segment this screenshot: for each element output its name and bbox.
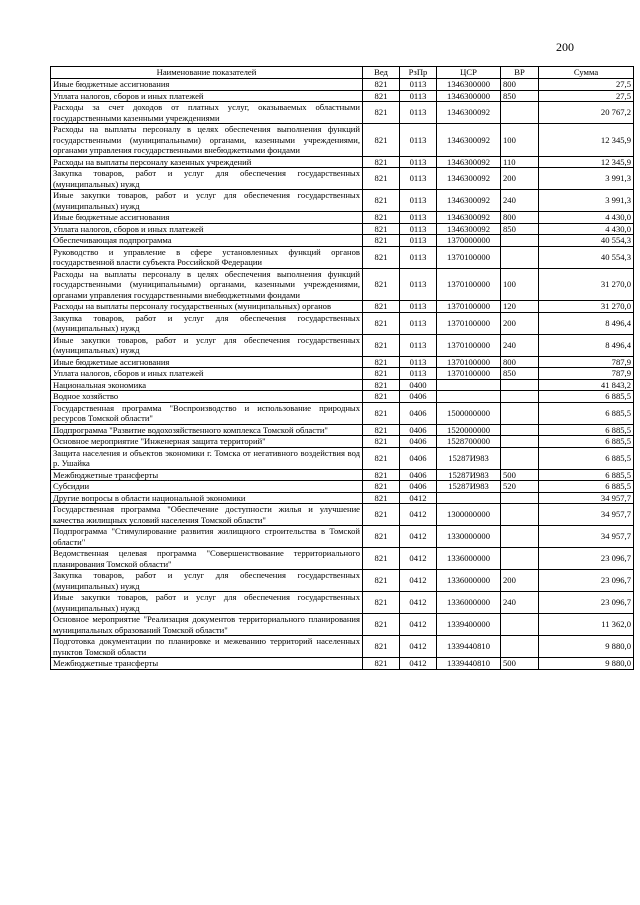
row-sum-cell: 23 096,7 <box>539 592 634 614</box>
table-row <box>51 424 634 436</box>
row-sum-cell: 23 096,7 <box>539 570 634 592</box>
row-ved-cell: 821 <box>363 658 400 670</box>
row-vr-cell <box>501 246 539 268</box>
row-name-cell: Подготовка документации по планировке и межеванию территорий населенных пунктов Томской области <box>51 636 363 658</box>
row-ved-cell: 821 <box>363 548 400 570</box>
row-vr-cell <box>501 424 539 436</box>
row-ved-cell: 821 <box>363 212 400 224</box>
row-ved-cell: 821 <box>363 447 400 469</box>
row-ved-cell: 821 <box>363 379 400 391</box>
table-row <box>51 481 634 493</box>
table-row <box>51 301 634 313</box>
row-sum-cell: 20 767,2 <box>539 102 634 124</box>
row-vr-cell: 240 <box>501 334 539 356</box>
table-row <box>51 246 634 268</box>
row-ved-cell: 821 <box>363 79 400 91</box>
row-vr-cell <box>501 636 539 658</box>
row-name-cell: Расходы за счет доходов от платных услуг, оказываемых областными государственными казенными учреждениями <box>51 102 363 124</box>
row-name-cell: Иные бюджетные ассигнования <box>51 212 363 224</box>
row-vr-cell <box>501 614 539 636</box>
row-rzpr-cell: 0412 <box>400 592 437 614</box>
row-sum-cell: 3 991,3 <box>539 190 634 212</box>
row-rzpr-cell: 0412 <box>400 570 437 592</box>
row-vr-cell <box>501 504 539 526</box>
row-name-cell: Защита населения и объектов экономики г. Томска от негативного воздействия вод р. Ушайка <box>51 447 363 469</box>
row-sum-cell: 8 496,4 <box>539 312 634 334</box>
row-rzpr-cell: 0113 <box>400 368 437 380</box>
row-sum-cell: 6 885,5 <box>539 481 634 493</box>
table-header-row <box>51 67 634 79</box>
row-ved-cell: 821 <box>363 312 400 334</box>
row-ved-cell: 821 <box>363 356 400 368</box>
row-vr-cell <box>501 492 539 504</box>
table-row <box>51 268 634 301</box>
row-rzpr-cell: 0406 <box>400 402 437 424</box>
row-csr-cell: 1346300092 <box>437 190 501 212</box>
header-sum: Сумма <box>539 67 634 79</box>
row-csr-cell: 15287И983 <box>437 447 501 469</box>
row-vr-cell: 500 <box>501 658 539 670</box>
row-ved-cell: 821 <box>363 526 400 548</box>
table-row <box>51 212 634 224</box>
table-row <box>51 334 634 356</box>
row-name-cell: Водное хозяйство <box>51 391 363 403</box>
row-sum-cell: 11 362,0 <box>539 614 634 636</box>
row-vr-cell: 200 <box>501 312 539 334</box>
row-vr-cell: 850 <box>501 368 539 380</box>
row-rzpr-cell: 0412 <box>400 504 437 526</box>
row-csr-cell: 1346300092 <box>437 102 501 124</box>
row-csr-cell: 1528700000 <box>437 436 501 448</box>
row-ved-cell: 821 <box>363 592 400 614</box>
row-sum-cell: 6 885,5 <box>539 402 634 424</box>
row-ved-cell: 821 <box>363 402 400 424</box>
row-csr-cell <box>437 391 501 403</box>
row-vr-cell: 100 <box>501 268 539 301</box>
row-rzpr-cell: 0406 <box>400 391 437 403</box>
table-row <box>51 168 634 190</box>
row-name-cell: Ведомственная целевая программа "Совершенствование территориального планирования Томской области" <box>51 548 363 570</box>
header-csr: ЦСР <box>437 67 501 79</box>
row-rzpr-cell: 0406 <box>400 469 437 481</box>
row-name-cell: Субсидии <box>51 481 363 493</box>
row-csr-cell: 1370100000 <box>437 356 501 368</box>
row-rzpr-cell: 0113 <box>400 102 437 124</box>
table-row <box>51 526 634 548</box>
row-sum-cell: 6 885,5 <box>539 469 634 481</box>
row-ved-cell: 821 <box>363 156 400 168</box>
row-ved-cell: 821 <box>363 235 400 247</box>
row-ved-cell: 821 <box>363 102 400 124</box>
row-vr-cell: 200 <box>501 570 539 592</box>
row-name-cell: Руководство и управление в сфере установленных функций органов государственной власти субъекта Российской Федерации <box>51 246 363 268</box>
row-name-cell: Основное мероприятие "Реализация документов территориального планирования муниципальных образований Томской области" <box>51 614 363 636</box>
row-vr-cell: 850 <box>501 223 539 235</box>
row-sum-cell: 40 554,3 <box>539 246 634 268</box>
row-sum-cell: 6 885,5 <box>539 424 634 436</box>
row-sum-cell: 27,5 <box>539 90 634 102</box>
row-csr-cell: 1339400000 <box>437 614 501 636</box>
row-sum-cell: 6 885,5 <box>539 436 634 448</box>
row-csr-cell: 1330000000 <box>437 526 501 548</box>
row-vr-cell: 120 <box>501 301 539 313</box>
row-rzpr-cell: 0113 <box>400 168 437 190</box>
row-vr-cell: 800 <box>501 356 539 368</box>
row-rzpr-cell: 0113 <box>400 235 437 247</box>
row-sum-cell: 4 430,0 <box>539 212 634 224</box>
row-rzpr-cell: 0412 <box>400 614 437 636</box>
table-row <box>51 614 634 636</box>
row-sum-cell: 41 843,2 <box>539 379 634 391</box>
table-row <box>51 356 634 368</box>
row-ved-cell: 821 <box>363 190 400 212</box>
row-rzpr-cell: 0113 <box>400 79 437 91</box>
row-csr-cell: 1520000000 <box>437 424 501 436</box>
row-vr-cell: 800 <box>501 79 539 91</box>
row-sum-cell: 31 270,0 <box>539 301 634 313</box>
table-row <box>51 190 634 212</box>
table-row <box>51 592 634 614</box>
row-name-cell: Подпрограмма "Стимулирование развития жилищного строительства в Томской области" <box>51 526 363 548</box>
row-rzpr-cell: 0406 <box>400 424 437 436</box>
row-ved-cell: 821 <box>363 614 400 636</box>
row-csr-cell: 1370100000 <box>437 268 501 301</box>
row-vr-cell <box>501 391 539 403</box>
row-vr-cell: 110 <box>501 156 539 168</box>
table-row <box>51 504 634 526</box>
row-csr-cell: 1300000000 <box>437 504 501 526</box>
row-csr-cell: 15287И983 <box>437 469 501 481</box>
table-row <box>51 658 634 670</box>
row-vr-cell: 100 <box>501 124 539 157</box>
row-ved-cell: 821 <box>363 223 400 235</box>
row-rzpr-cell: 0412 <box>400 492 437 504</box>
row-csr-cell: 1370100000 <box>437 246 501 268</box>
table-row <box>51 124 634 157</box>
row-rzpr-cell: 0412 <box>400 658 437 670</box>
table-row <box>51 469 634 481</box>
row-name-cell: Закупка товаров, работ и услуг для обеспечения государственных (муниципальных) нужд <box>51 312 363 334</box>
row-ved-cell: 821 <box>363 424 400 436</box>
row-csr-cell: 1370100000 <box>437 334 501 356</box>
row-csr-cell: 1346300092 <box>437 168 501 190</box>
row-vr-cell <box>501 379 539 391</box>
row-csr-cell: 1336000000 <box>437 548 501 570</box>
row-rzpr-cell: 0113 <box>400 156 437 168</box>
table-row <box>51 235 634 247</box>
row-csr-cell: 15287И983 <box>437 481 501 493</box>
row-rzpr-cell: 0400 <box>400 379 437 391</box>
row-name-cell: Уплата налогов, сборов и иных платежей <box>51 368 363 380</box>
row-csr-cell: 1500000000 <box>437 402 501 424</box>
table-row <box>51 570 634 592</box>
row-name-cell: Межбюджетные трансферты <box>51 658 363 670</box>
row-ved-cell: 821 <box>363 504 400 526</box>
row-ved-cell: 821 <box>363 570 400 592</box>
row-sum-cell: 27,5 <box>539 79 634 91</box>
row-csr-cell <box>437 379 501 391</box>
row-sum-cell: 23 096,7 <box>539 548 634 570</box>
row-name-cell: Иные бюджетные ассигнования <box>51 356 363 368</box>
row-rzpr-cell: 0113 <box>400 268 437 301</box>
row-name-cell: Закупка товаров, работ и услуг для обеспечения государственных (муниципальных) нужд <box>51 570 363 592</box>
row-ved-cell: 821 <box>363 301 400 313</box>
row-rzpr-cell: 0113 <box>400 223 437 235</box>
row-rzpr-cell: 0113 <box>400 124 437 157</box>
row-sum-cell: 31 270,0 <box>539 268 634 301</box>
row-sum-cell: 4 430,0 <box>539 223 634 235</box>
row-csr-cell: 1370100000 <box>437 301 501 313</box>
table-row <box>51 102 634 124</box>
row-ved-cell: 821 <box>363 469 400 481</box>
row-name-cell: Закупка товаров, работ и услуг для обеспечения государственных (муниципальных) нужд <box>51 168 363 190</box>
row-rzpr-cell: 0113 <box>400 301 437 313</box>
row-csr-cell: 1346300092 <box>437 223 501 235</box>
table-body <box>51 79 634 670</box>
row-name-cell: Расходы на выплаты персоналу государственных (муниципальных) органов <box>51 301 363 313</box>
row-name-cell: Подпрограмма "Развитие водохозяйственного комплекса Томской области" <box>51 424 363 436</box>
row-vr-cell: 500 <box>501 469 539 481</box>
row-csr-cell: 1346300092 <box>437 212 501 224</box>
row-csr-cell: 1339440810 <box>437 658 501 670</box>
row-name-cell: Основное мероприятие "Инженерная защита территорий" <box>51 436 363 448</box>
row-name-cell: Иные закупки товаров, работ и услуг для обеспечения государственных (муниципальных) нужд <box>51 334 363 356</box>
row-sum-cell: 8 496,4 <box>539 334 634 356</box>
row-rzpr-cell: 0412 <box>400 548 437 570</box>
table-row <box>51 447 634 469</box>
row-ved-cell: 821 <box>363 492 400 504</box>
row-ved-cell: 821 <box>363 481 400 493</box>
row-sum-cell: 12 345,9 <box>539 124 634 157</box>
row-vr-cell: 200 <box>501 168 539 190</box>
row-csr-cell <box>437 492 501 504</box>
table-row <box>51 492 634 504</box>
row-ved-cell: 821 <box>363 168 400 190</box>
table-row <box>51 156 634 168</box>
table-row <box>51 636 634 658</box>
row-ved-cell: 821 <box>363 436 400 448</box>
row-csr-cell: 1370100000 <box>437 368 501 380</box>
table-row <box>51 79 634 91</box>
row-vr-cell: 800 <box>501 212 539 224</box>
row-csr-cell: 1339440810 <box>437 636 501 658</box>
row-vr-cell <box>501 526 539 548</box>
table-row <box>51 402 634 424</box>
row-name-cell: Другие вопросы в области национальной экономики <box>51 492 363 504</box>
row-name-cell: Расходы на выплаты персоналу казенных учреждений <box>51 156 363 168</box>
row-name-cell: Уплата налогов, сборов и иных платежей <box>51 223 363 235</box>
row-ved-cell: 821 <box>363 124 400 157</box>
row-vr-cell <box>501 102 539 124</box>
row-rzpr-cell: 0113 <box>400 312 437 334</box>
row-csr-cell: 1346300092 <box>437 124 501 157</box>
header-rzpr: РзПр <box>400 67 437 79</box>
row-rzpr-cell: 0113 <box>400 356 437 368</box>
row-sum-cell: 9 880,0 <box>539 658 634 670</box>
row-name-cell: Государственная программа "Обеспечение доступности жилья и улучшение качества жилищных условий населения Томской области" <box>51 504 363 526</box>
row-sum-cell: 12 345,9 <box>539 156 634 168</box>
row-vr-cell <box>501 436 539 448</box>
row-name-cell: Иные бюджетные ассигнования <box>51 79 363 91</box>
row-sum-cell: 34 957,7 <box>539 504 634 526</box>
row-name-cell: Национальная экономика <box>51 379 363 391</box>
row-rzpr-cell: 0412 <box>400 636 437 658</box>
table-row <box>51 90 634 102</box>
table-row <box>51 223 634 235</box>
row-sum-cell: 40 554,3 <box>539 235 634 247</box>
row-sum-cell: 3 991,3 <box>539 168 634 190</box>
row-vr-cell: 850 <box>501 90 539 102</box>
row-ved-cell: 821 <box>363 391 400 403</box>
row-name-cell: Иные закупки товаров, работ и услуг для обеспечения государственных (муниципальных) нужд <box>51 190 363 212</box>
row-rzpr-cell: 0113 <box>400 90 437 102</box>
row-csr-cell: 1370000000 <box>437 235 501 247</box>
row-ved-cell: 821 <box>363 246 400 268</box>
table-row <box>51 436 634 448</box>
row-ved-cell: 821 <box>363 636 400 658</box>
row-csr-cell: 1346300000 <box>437 90 501 102</box>
row-vr-cell: 240 <box>501 592 539 614</box>
row-rzpr-cell: 0406 <box>400 447 437 469</box>
row-name-cell: Обеспечивающая подпрограмма <box>51 235 363 247</box>
row-vr-cell: 240 <box>501 190 539 212</box>
row-rzpr-cell: 0412 <box>400 526 437 548</box>
table-row <box>51 548 634 570</box>
header-name: Наименование показателей <box>51 67 363 79</box>
row-sum-cell: 6 885,5 <box>539 391 634 403</box>
row-sum-cell: 787,9 <box>539 368 634 380</box>
budget-table <box>50 66 634 670</box>
table-row <box>51 368 634 380</box>
row-vr-cell: 520 <box>501 481 539 493</box>
row-name-cell: Уплата налогов, сборов и иных платежей <box>51 90 363 102</box>
row-name-cell: Государственная программа "Воспроизводство и использование природных ресурсов Томской области" <box>51 402 363 424</box>
page-number: 200 <box>556 40 574 54</box>
row-csr-cell: 1346300000 <box>437 79 501 91</box>
row-ved-cell: 821 <box>363 368 400 380</box>
row-rzpr-cell: 0406 <box>400 436 437 448</box>
row-name-cell: Расходы на выплаты персоналу в целях обеспечения выполнения функций государственными (муниципальными) органами, казенными учреждениями, органами управления государственными внебюджетными фондами <box>51 268 363 301</box>
table-row <box>51 312 634 334</box>
row-csr-cell: 1346300092 <box>437 156 501 168</box>
row-vr-cell <box>501 235 539 247</box>
row-rzpr-cell: 0113 <box>400 190 437 212</box>
row-sum-cell: 9 880,0 <box>539 636 634 658</box>
row-rzpr-cell: 0113 <box>400 212 437 224</box>
row-ved-cell: 821 <box>363 334 400 356</box>
row-rzpr-cell: 0113 <box>400 246 437 268</box>
table-row <box>51 391 634 403</box>
row-sum-cell: 34 957,7 <box>539 492 634 504</box>
row-ved-cell: 821 <box>363 268 400 301</box>
row-name-cell: Межбюджетные трансферты <box>51 469 363 481</box>
row-sum-cell: 6 885,5 <box>539 447 634 469</box>
row-csr-cell: 1336000000 <box>437 570 501 592</box>
header-ved: Вед <box>363 67 400 79</box>
header-vr: ВР <box>501 67 539 79</box>
row-name-cell: Расходы на выплаты персоналу в целях обеспечения выполнения функций государственными (муниципальными) органами, казенными учреждениями, органами управления государственными внебюджетными фондами <box>51 124 363 157</box>
row-ved-cell: 821 <box>363 90 400 102</box>
row-csr-cell: 1336000000 <box>437 592 501 614</box>
row-rzpr-cell: 0406 <box>400 481 437 493</box>
row-name-cell: Иные закупки товаров, работ и услуг для обеспечения государственных (муниципальных) нужд <box>51 592 363 614</box>
table-row <box>51 379 634 391</box>
row-sum-cell: 787,9 <box>539 356 634 368</box>
row-sum-cell: 34 957,7 <box>539 526 634 548</box>
row-vr-cell <box>501 548 539 570</box>
row-vr-cell <box>501 447 539 469</box>
row-rzpr-cell: 0113 <box>400 334 437 356</box>
row-vr-cell <box>501 402 539 424</box>
row-csr-cell: 1370100000 <box>437 312 501 334</box>
